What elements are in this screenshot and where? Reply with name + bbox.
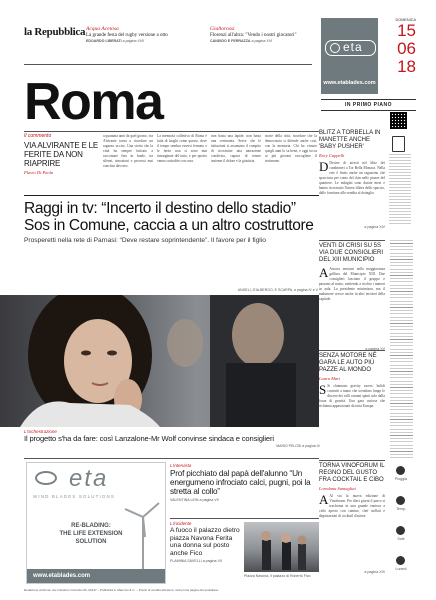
editorial-kicker: Il commento [24, 133, 52, 139]
weather-icon [396, 466, 405, 475]
ad-headline-3: SOLUTION [75, 539, 107, 545]
date-weekday: DOMENICA [395, 18, 416, 22]
sidebar-story-text [319, 384, 385, 438]
teaser-title: Florenzi all'altra: "Vendo i nostri giocatori" [210, 33, 297, 38]
drop-cap: D [319, 161, 329, 174]
lead-photo[interactable] [0, 295, 319, 427]
photo-illustration [0, 295, 319, 427]
sidebar-story-page: a pagina XIX [364, 570, 385, 574]
story-navona[interactable] [170, 521, 242, 585]
editorial-author: Flavio Di Paola [24, 170, 54, 175]
editorial-column-2: La memoria collettiva di Roma è fatta di luoghi come questo, dove il tempo sembra essersi fermato e le ferite non si sono mai rimarginate del tutto, e per questo vanno custodite con cura. [157, 134, 207, 163]
right-strip-bottom [389, 240, 415, 585]
sidebar-story-body: Al via la nuova edizione di Vinoforum. Per dieci giorni il parco si trasforma in una grande enoteca a cielo aperto con cantine, chef stellati e degustazioni di cocktail d'autore. [319, 494, 385, 518]
ad-brand: eta [343, 40, 363, 54]
sun-icon [396, 526, 405, 535]
photo-byline: MARIO PELOSI a pagina IV [276, 444, 320, 448]
story-byline: VALENTINA LEIN a pagina VII [170, 497, 219, 502]
ad-headline-1: RE-BLADING: [71, 523, 111, 529]
sidebar-story-author: Rory Cappelli [319, 153, 345, 158]
ad-brand: eta [69, 465, 109, 492]
story-kicker: L'incidente [170, 521, 192, 526]
bottom-ad[interactable] [26, 462, 166, 584]
drop-cap: A [319, 267, 329, 280]
sidebar-story-title: BLITZ A TORBELLA IN MANETTE ANCHE 'BABY PUSHER' [319, 130, 381, 150]
thermometer-icon [396, 496, 405, 505]
navona-photo[interactable] [244, 522, 319, 572]
teaser-page: a pagina XVII [122, 39, 145, 43]
sidebar-story-3[interactable] [319, 353, 385, 437]
top-ad[interactable] [321, 18, 378, 94]
strip-label: Temp. [396, 507, 406, 511]
lead-title-1: Raggi in tv: “Incerto il destino dello stadio” [24, 200, 296, 217]
lead-story[interactable] [24, 200, 320, 296]
newspaper-logo: la Repubblica [24, 26, 86, 38]
ad-url[interactable]: www.etablades.com [27, 569, 165, 583]
editorial-title: VIA ALVIRANTE E LE FERITE DA NON RIAPRIRE [24, 141, 99, 168]
sidebar-story-page: a pagina XV [365, 347, 385, 351]
sidebar-story-text [319, 161, 385, 225]
eta-logo-icon [330, 43, 340, 53]
ad-url[interactable]: www.etablades.com [323, 80, 376, 86]
calendar-icon [396, 556, 405, 565]
story-kicker: L'intervista [170, 463, 192, 468]
masthead-teaser-1[interactable] [86, 26, 198, 43]
teaser-title: La grande festa del rugby versione a otto [86, 33, 168, 38]
sidebar-story-page: a pagina XIV [364, 225, 385, 229]
sidebar-story-author: Loredana Samagliai [319, 486, 356, 491]
ad-headline-2: THE LIFE EXTENSION [59, 531, 123, 537]
sidebar-story-text [319, 267, 385, 347]
date-day: 15 [397, 21, 416, 40]
info-text-block [390, 240, 413, 458]
icon-strip [388, 112, 414, 232]
lead-title-2: Sos in Comune, caccia a un altro costruttore [24, 217, 314, 234]
ad-tagline: WIND BLADES SOLUTIONS [33, 494, 116, 499]
teaser-page: a pagina XVI [251, 39, 273, 43]
sidebar-story-title: SENZA MOTORE NÉ GARA LE AUTO PIÙ PAZZE AL MONDO [319, 353, 377, 373]
lead-byline: ANGELI, D'ALBERGO, E SCARPA, a pagina IV e V [237, 288, 318, 292]
strip-label: Lunedì [395, 567, 407, 571]
primo-piano-bar [321, 99, 416, 111]
qr-code-icon [390, 112, 407, 129]
teaser-kicker: Acqua Acetosa [86, 26, 119, 32]
sidebar-story-body: Decine di arresti nel blitz dei carabinieri a Tor Bella Monaca. Nella rete è finito anche un ragazzino che spacciava per conto del clan nelle piazze del quartiere. Le indagini sono durate mesi e hanno ricostruito l'intera filiera dello spaccio, dalle forniture alla vendita al dettaglio. [319, 161, 385, 195]
sidebar-story-1[interactable] [319, 130, 385, 258]
editorial-column-1: a quaranta anni da quel giorno, via Alvirante torna a ricordare un ragazzo ucciso. Una storia che la città ha sempre faticato a raccontare fino in fondo, tra silenzi, rimozioni e processi mai conclusi davvero. [103, 134, 153, 168]
city-title: Roma [24, 73, 163, 131]
sidebar-story-author: Laura Mari [319, 376, 341, 381]
lead-deck: Prosperetti nella rete di Parnasi: “Deve restare soprintendente”. Il favore per il figlio [24, 237, 266, 244]
tablet-icon [392, 136, 405, 152]
sidebar-story-title: VENTI DI CRISI SU 5S VIA DUE CONSIGLIERI DEL XIII MUNICIPIO [319, 243, 384, 263]
date-year: 18 [397, 57, 416, 76]
editorial[interactable] [24, 133, 100, 191]
strip-label: Sole [397, 537, 405, 541]
teaser-kicker: Giallorossi [210, 26, 235, 32]
drop-cap: S [319, 384, 327, 397]
editorial-column-3: non basta una lapide, non basta una cerimonia. Serve che le istituzioni si assumano il compito di ricostruire una narrazione condivisa, capace di tenere insieme il dolore e la giustizia. [211, 134, 261, 163]
story-prof[interactable] [170, 463, 319, 515]
photo-caption: Il progetto s'ha da fare: così Lanzalone-Mr Wolf convinse sindaca e consiglieri [24, 434, 274, 443]
date-box [381, 18, 416, 94]
photo-caption-block[interactable] [24, 429, 320, 455]
info-text-block [389, 154, 411, 224]
masthead-teaser-2[interactable] [210, 26, 314, 43]
sidebar-story-4[interactable] [319, 463, 385, 587]
date-month: 06 [397, 39, 416, 58]
people-photo-illustration [244, 522, 319, 572]
story-byline: FLAMINIA SAVELLI a pagina VII [170, 559, 222, 564]
sidebar-story-body: Ancora tensioni nella maggioranza grillina del Municipio XIII. Due consiglieri lasciano il gruppo e passano al misto, mettendo a rischio i numeri in aula. La presidente minimizza, ma il malumore cresce anche in altri territori della capitale. [319, 267, 385, 301]
strip-label: Pioggia [395, 477, 407, 481]
sidebar [317, 112, 385, 590]
sidebar-story-title: TORNA VINOFORUM IL REGNO DEL GUSTO FRA COCKTAIL E CIBO [319, 463, 385, 483]
eta-logo-icon [35, 471, 57, 485]
story-title: A fuoco il palazzo dietro piazza Navona Ferita una donna sul posto anche Fico [170, 527, 240, 557]
story-title: Prof picchiato dal papà dell'alunno “Un energumeno infrociato calci, pugni, poi la stretta al collo” [170, 469, 311, 497]
sidebar-story-body: Si chiamano gravity racers: bolidi costruiti a mano che scendono lungo le discese dei colli romani spinti solo dalla forza di gravità. Una gara curiosa che richiama appassionati da tutta Europa. [319, 384, 385, 408]
sidebar-story-2[interactable] [319, 243, 385, 349]
navona-caption: Piazza Navona, il palazzo di Roberto Fico [244, 574, 311, 578]
footer-text: Redazione di Roma: via Cristoforo Colombo 90, 00147 – Pubblicità A. Manzoni & C. – Prezzi di vendita all'estero: vedi prima pagina del quotidiano [24, 588, 219, 592]
editorial-column-4: storie della città, ricordare che la democrazia si difende anche così, con la memoria. Chi ha vissuto quegli anni lo sa bene, e oggi tocca ai più giovani raccogliere il testimone. [265, 134, 317, 163]
teaser-byline: EDOARDO LIBERATI [86, 39, 122, 43]
photo-kicker: L'orchestrazione [24, 429, 57, 434]
masthead [24, 18, 312, 138]
primo-piano-label: IN PRIMO PIANO [344, 102, 392, 108]
sidebar-story-text [319, 494, 385, 570]
teaser-byline: CANDIDO E FERRAZZA [210, 39, 251, 43]
drop-cap: A [319, 494, 329, 507]
